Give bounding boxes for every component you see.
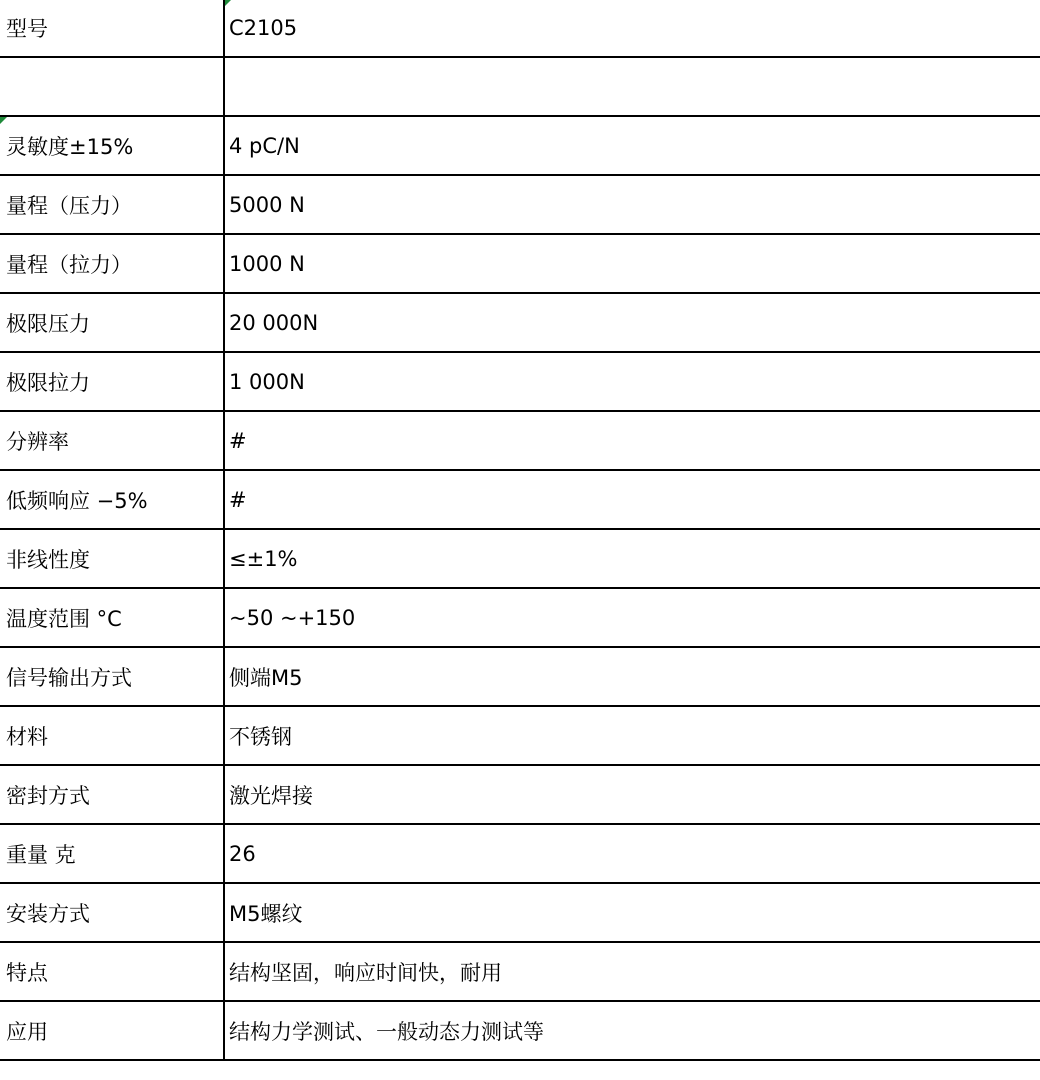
row-value[interactable]: ≤±1% bbox=[224, 529, 1040, 588]
row-label[interactable]: 重量 克 bbox=[0, 824, 224, 883]
row-label[interactable]: 温度范围 °C bbox=[0, 588, 224, 647]
table-row bbox=[0, 706, 1040, 765]
row-value[interactable]: M5螺纹 bbox=[224, 883, 1040, 942]
row-value[interactable]: 激光焊接 bbox=[224, 765, 1040, 824]
row-value[interactable] bbox=[224, 0, 1040, 57]
table-row bbox=[0, 1001, 1040, 1060]
table-row bbox=[0, 824, 1040, 883]
table-row bbox=[0, 0, 1040, 57]
table-row bbox=[0, 175, 1040, 234]
table-row bbox=[0, 588, 1040, 647]
table-row bbox=[0, 529, 1040, 588]
row-value[interactable]: 1000 N bbox=[224, 234, 1040, 293]
row-value[interactable]: 侧端M5 bbox=[224, 647, 1040, 706]
table-row bbox=[0, 234, 1040, 293]
row-value-text: C2105 bbox=[229, 15, 298, 40]
table-row bbox=[0, 942, 1040, 1001]
row-label[interactable]: 分辨率 bbox=[0, 411, 224, 470]
row-value[interactable]: 结构坚固，响应时间快，耐用 bbox=[224, 942, 1040, 1001]
row-value[interactable]: # bbox=[224, 411, 1040, 470]
row-label[interactable]: 应用 bbox=[0, 1001, 224, 1060]
row-label[interactable]: 非线性度 bbox=[0, 529, 224, 588]
row-value[interactable]: # bbox=[224, 470, 1040, 529]
row-value[interactable]: 结构力学测试、一般动态力测试等 bbox=[224, 1001, 1040, 1060]
table-row bbox=[0, 116, 1040, 175]
row-label[interactable]: 密封方式 bbox=[0, 765, 224, 824]
row-value[interactable]: 4 pC/N bbox=[224, 116, 1040, 175]
table-row bbox=[0, 765, 1040, 824]
row-label[interactable]: 量程（压力） bbox=[0, 175, 224, 234]
row-label[interactable]: 信号输出方式 bbox=[0, 647, 224, 706]
cell-marker-icon bbox=[0, 117, 7, 124]
row-label-text: 灵敏度±15% bbox=[6, 134, 134, 159]
row-label[interactable] bbox=[0, 116, 224, 175]
table-row bbox=[0, 411, 1040, 470]
row-value[interactable]: 5000 N bbox=[224, 175, 1040, 234]
row-label[interactable]: 型号 bbox=[0, 0, 224, 57]
row-label[interactable] bbox=[0, 57, 224, 116]
row-label[interactable]: 极限压力 bbox=[0, 293, 224, 352]
row-label[interactable]: 材料 bbox=[0, 706, 224, 765]
row-label[interactable]: 极限拉力 bbox=[0, 352, 224, 411]
table-row bbox=[0, 470, 1040, 529]
table-row bbox=[0, 352, 1040, 411]
table-row bbox=[0, 647, 1040, 706]
row-label[interactable]: 低频响应 −5% bbox=[0, 470, 224, 529]
table-row bbox=[0, 293, 1040, 352]
row-value[interactable]: 1 000N bbox=[224, 352, 1040, 411]
row-value[interactable]: ~50 ~+150 bbox=[224, 588, 1040, 647]
table-row bbox=[0, 883, 1040, 942]
row-value[interactable]: 26 bbox=[224, 824, 1040, 883]
row-label[interactable]: 特点 bbox=[0, 942, 224, 1001]
row-value[interactable]: 20 000N bbox=[224, 293, 1040, 352]
row-value[interactable]: 不锈钢 bbox=[224, 706, 1040, 765]
row-label[interactable]: 安装方式 bbox=[0, 883, 224, 942]
row-value[interactable] bbox=[224, 57, 1040, 116]
table-row bbox=[0, 57, 1040, 116]
row-label[interactable]: 量程（拉力） bbox=[0, 234, 224, 293]
cell-marker-icon bbox=[225, 0, 232, 6]
